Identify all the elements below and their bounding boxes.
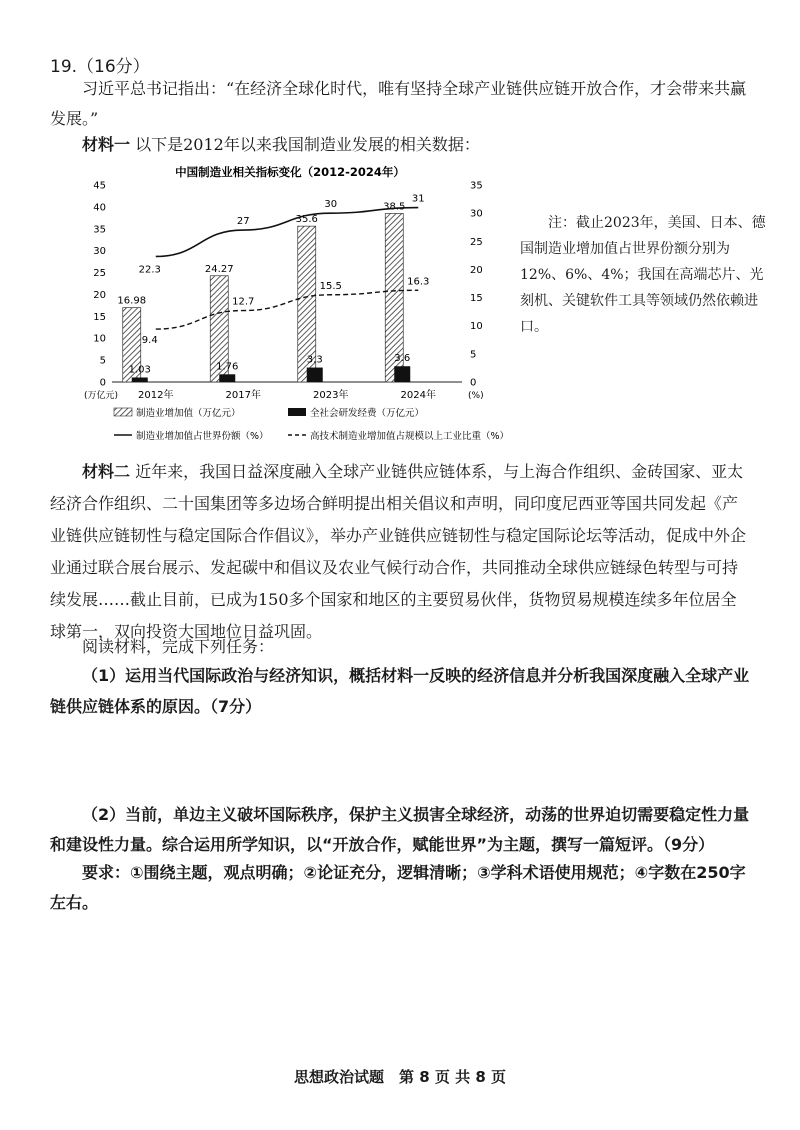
material1-intro: 以下是2012年以来我国制造业发展的相关数据：	[135, 135, 480, 154]
read-instruction: 阅读材料，完成下列任务：	[82, 637, 275, 656]
legend-mfg-value: 制造业增加值（万亿元）	[136, 408, 241, 419]
right-tick-label: 20	[470, 264, 483, 276]
legend-share: 制造业增加值占世界份额（%）	[136, 431, 269, 442]
question-number: 19.（16分）	[50, 57, 150, 77]
chart-title: 中国制造业相关指标变化（2012-2024年）	[175, 165, 405, 179]
right-tick-label: 10	[470, 321, 483, 333]
material2-label: 材料二	[82, 462, 131, 481]
left-tick-label: 10	[93, 333, 106, 345]
material1-label: 材料一	[82, 135, 131, 154]
right-axis-unit: (%)	[468, 391, 484, 401]
bar-rd	[132, 377, 148, 382]
page-footer: 思想政治试题 第 8 页 共 8 页	[294, 1068, 506, 1086]
legend-swatch-mfg-value	[114, 408, 132, 416]
hitech-point-label: 15.5	[319, 280, 342, 292]
bar-rd-label: 3.6	[394, 353, 411, 365]
category-label: 2017年	[225, 390, 261, 401]
share-line	[156, 208, 419, 257]
hitech-point-label: 12.7	[232, 296, 255, 308]
category-label: 2012年	[138, 390, 174, 401]
material2-paragraph	[50, 456, 750, 648]
share-point-label: 31	[411, 193, 425, 205]
material2-text: 近年来，我国日益深度融入全球产业链供应链体系，与上海合作组织、金砖国家、亚太经济合作组织、二十国集团等多边场合鲜明提出相关倡议和声明，同印度尼西亚等国共同发起《产业链供应链韧性与稳定国际合作倡议》，举办产业链供应链韧性与稳定国际论坛等活动，促成中外企业通过联合展台展示、发起碳中和倡议及农业气候行动合作，共同推动全球供应链绿色转型与可持续发展……截止目前，已成为150多个国家和地区的主要贸易伙伴，货物贸易规模连续多年位居全球第一，双向投资大国地位日益巩固。	[50, 462, 747, 641]
left-axis-unit: (万亿元)	[84, 391, 119, 401]
left-tick-label: 5	[99, 355, 106, 367]
right-tick-label: 30	[470, 208, 483, 220]
bar-rd	[219, 374, 235, 382]
bar-rd	[394, 366, 410, 382]
right-tick-label: 25	[470, 236, 483, 248]
share-point-label: 22.3	[138, 264, 161, 276]
hitech-point-label: 9.4	[141, 335, 158, 347]
left-tick-label: 35	[93, 224, 106, 236]
left-tick-label: 30	[93, 246, 106, 258]
left-tick-label: 25	[93, 268, 106, 280]
category-label: 2024年	[400, 390, 436, 401]
bar-rd-label: 3.3	[306, 354, 323, 366]
manufacturing-chart	[70, 160, 510, 445]
left-tick-label: 15	[93, 311, 106, 323]
legend-hitech: 高技术制造业增加值占规模以上工业比重（%）	[310, 431, 510, 442]
legend-rd: 全社会研发经费（万亿元）	[310, 408, 425, 419]
share-point-label: 30	[324, 199, 338, 211]
left-tick-label: 45	[93, 180, 106, 192]
task-requirements: 要求：①围绕主题，观点明确；②论证充分，逻辑清晰；③学科术语使用规范；④字数在250字左右。	[50, 863, 746, 912]
hitech-point-label: 16.3	[407, 276, 430, 288]
right-tick-label: 0	[470, 377, 477, 389]
bar-mfg-value-label: 35.6	[295, 214, 318, 226]
quote-paragraph: 习近平总书记指出：“在经济全球化时代，唯有坚持全球产业链供应链开放合作，才会带来共赢发展。”	[50, 79, 747, 128]
hitech-line	[156, 290, 419, 329]
material1-heading	[82, 132, 480, 155]
bar-mfg-value-label: 24.27	[204, 263, 234, 275]
bar-rd	[307, 368, 323, 382]
bar-rd-label: 1.03	[128, 364, 151, 376]
right-tick-label: 15	[470, 293, 483, 305]
right-tick-label: 5	[470, 349, 477, 361]
bar-rd-label: 1.76	[216, 361, 239, 373]
chart-note: 注：截止2023年，美国、日本、德国制造业增加值占世界份额分别为12%、6%、4%；我国在高端芯片、光刻机、关键软件工具等领域仍然依赖进口。	[520, 215, 766, 335]
bar-mfg-value-label: 38.5	[383, 201, 406, 213]
left-tick-label: 0	[99, 377, 106, 389]
task-1: （1）运用当代国际政治与经济知识，概括材料一反映的经济信息并分析我国深度融入全球产业链供应链体系的原因。（7分）	[50, 666, 750, 716]
legend-swatch-rd	[288, 408, 306, 416]
left-tick-label: 40	[93, 202, 106, 214]
category-label: 2023年	[313, 390, 349, 401]
left-tick-label: 20	[93, 289, 106, 301]
task-2: （2）当前，单边主义破坏国际秩序，保护主义损害全球经济，动荡的世界迫切需要稳定性力量和建设性力量。综合运用所学知识，以“开放合作，赋能世界”为主题，撰写一篇短评。（9分）	[50, 805, 750, 854]
right-tick-label: 35	[470, 180, 483, 192]
bar-mfg-value-label: 16.98	[117, 295, 147, 307]
share-point-label: 27	[236, 216, 250, 228]
